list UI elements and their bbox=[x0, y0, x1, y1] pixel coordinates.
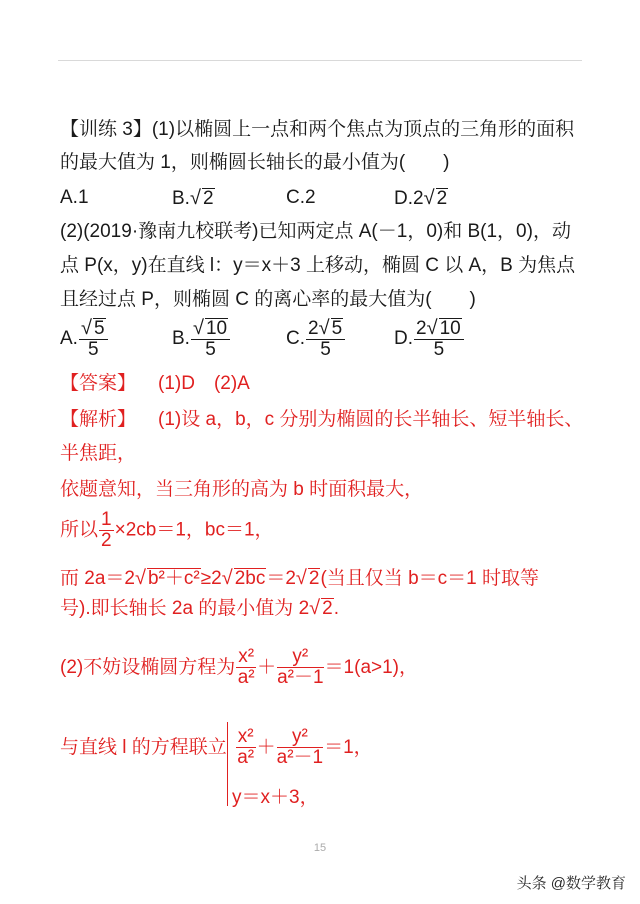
analysis-tag: 【解析】 bbox=[60, 409, 137, 430]
l8-frac-y bbox=[277, 727, 323, 768]
l7-frac-x-den: a² bbox=[237, 667, 255, 689]
q2-option-d bbox=[394, 318, 465, 360]
q2-option-a-label: A. bbox=[60, 328, 78, 350]
l5-radicand-3: 2 bbox=[308, 568, 320, 589]
q2-option-d-fraction: $\frac{2√ 10}{5}$ bbox=[414, 318, 464, 360]
q2-line-1: (2)(2019·豫南九校联考)已知两定点 A(－1，0)和 B(1，0)，动 bbox=[60, 221, 571, 242]
q2-option-d-label: D. bbox=[394, 328, 413, 350]
l8-frac-x bbox=[236, 727, 256, 768]
exercise-tag: 【训练 3】 bbox=[60, 119, 152, 140]
q2-option-c-label: C. bbox=[286, 328, 305, 350]
l8-frac-y-den: a²－1 bbox=[276, 747, 324, 769]
analysis-line-7 bbox=[60, 646, 418, 690]
q2-option-b-den: 5 bbox=[205, 339, 216, 360]
half-num: 1 bbox=[101, 509, 112, 530]
q2-option-c-den: 5 bbox=[320, 339, 331, 360]
q2-option-a bbox=[60, 318, 109, 360]
q2-option-c-coef: 2 bbox=[308, 318, 319, 339]
half-fraction bbox=[99, 510, 114, 551]
q2-option-b bbox=[172, 318, 231, 360]
l5-part-a: 而 2a＝2 bbox=[60, 568, 135, 589]
q2-line-3: 且经过点 P，则椭圆 C 的离心率的最大值为( ) bbox=[60, 289, 476, 310]
l5-part-c: ＝2 bbox=[266, 568, 296, 589]
l7-frac-x-num: x² bbox=[238, 646, 255, 668]
l5-part-d: (当且仅当 b＝c＝1 时取等 bbox=[320, 568, 539, 589]
q2-option-d-den: 5 bbox=[433, 339, 445, 360]
page-number: 15 bbox=[313, 842, 327, 854]
answer-line bbox=[60, 372, 250, 396]
l8-frac-x-num: x² bbox=[237, 726, 254, 748]
l6-part-a: 号).即长轴长 2a 的最小值为 2 bbox=[60, 598, 310, 619]
q1-option-a: A.1 bbox=[60, 187, 89, 208]
l6-radicand: 2 bbox=[322, 598, 333, 619]
q1-text-1: (1)以椭圆上一点和两个焦点为顶点的三角形的面积 bbox=[151, 119, 575, 140]
l8-post: ＝1， bbox=[324, 737, 373, 758]
answer-tag: 【答案】 bbox=[60, 373, 137, 394]
analysis-line-6: 号).即长轴长 2a 的最小值为 2√ 2. bbox=[60, 597, 339, 619]
l7-post: ＝1(a>1)， bbox=[324, 657, 418, 678]
analysis-text-1: (1)设 a，b，c 分别为椭圆的长半轴长、短半轴长、 bbox=[158, 409, 584, 430]
l7-frac-y bbox=[277, 647, 323, 688]
l7-frac-y-den: a²－1 bbox=[277, 667, 324, 689]
analysis-l4-post: ×2cb＝1，bc＝1， bbox=[114, 519, 274, 541]
l7-plus: ＋ bbox=[257, 657, 277, 678]
l8-plus: ＋ bbox=[256, 737, 276, 758]
header-rule bbox=[58, 60, 582, 61]
q2-option-a-den: 5 bbox=[87, 339, 99, 360]
q1-option-b-radicand: 2 bbox=[202, 188, 214, 209]
analysis-l4-pre: 所以 bbox=[60, 519, 99, 541]
l5-part-b: ≥2 bbox=[200, 568, 222, 589]
q1-option-d-radicand: 2 bbox=[436, 188, 448, 209]
q2-option-b-label: B. bbox=[172, 328, 190, 350]
l5-radicand-2: 2bc bbox=[234, 568, 266, 589]
watermark: 头条 @数学教育 bbox=[516, 875, 626, 892]
q2-option-d-radicand: 10 bbox=[439, 318, 461, 339]
l7-pre: (2)不妨设椭圆方程为 bbox=[60, 657, 236, 678]
analysis-line-2: 半焦距， bbox=[60, 443, 137, 464]
q2-option-a-radicand: 5 bbox=[93, 318, 105, 339]
q1-option-b: B.√ 2 bbox=[172, 187, 214, 209]
q1-line-2: 的最大值为 1，则椭圆长轴长的最小值为( ) bbox=[60, 152, 450, 173]
q1-option-d: D.2√ 2 bbox=[394, 187, 448, 209]
q1-option-c: C.2 bbox=[286, 187, 316, 208]
q2-option-c bbox=[286, 318, 346, 360]
analysis-line-9: y＝x＋3， bbox=[232, 787, 319, 808]
q2-option-d-coef: 2 bbox=[416, 318, 427, 339]
l7-frac-x bbox=[236, 647, 256, 688]
q1-option-d-label: D.2 bbox=[394, 188, 424, 209]
l7-frac-y-num: y² bbox=[277, 647, 323, 668]
q2-option-c-fraction: $\frac{2√ 5}{5}$ bbox=[306, 318, 345, 360]
answer-text: (1)D (2)A bbox=[158, 373, 250, 394]
q2-line-2: 点 P(x，y)在直线 l：y＝x＋3 上移动，椭圆 C 以 A，B 为焦点 bbox=[60, 255, 576, 276]
l6-part-b: . bbox=[333, 598, 339, 619]
l8-pre: 与直线 l 的方程联立 bbox=[60, 737, 227, 758]
l8-frac-y-num: y² bbox=[277, 727, 323, 748]
analysis-line-5: 而 2a＝2√ b²＋c²≥2√ 2bc＝2√ 2(当且仅当 b＝c＝1 时取等 bbox=[60, 567, 539, 589]
analysis-line-4 bbox=[60, 510, 274, 551]
q1-line-1 bbox=[60, 118, 574, 142]
analysis-line-3: 依题意知，当三角形的高为 b 时面积最大， bbox=[60, 479, 424, 500]
half-den: 2 bbox=[101, 530, 112, 551]
q2-option-a-fraction: $\frac{√ 5}{5}$ bbox=[79, 318, 108, 360]
l5-radicand-1: b²＋c² bbox=[147, 568, 200, 589]
q1-option-b-label: B. bbox=[172, 188, 190, 209]
analysis-line-8 bbox=[60, 726, 373, 770]
l8-frac-x-den: a² bbox=[237, 747, 255, 769]
q2-option-b-fraction: $\frac{√ 10}{5}$ bbox=[191, 318, 230, 360]
q2-option-c-radicand: 5 bbox=[331, 318, 343, 339]
analysis-line-1 bbox=[60, 408, 583, 432]
q2-option-b-radicand: 10 bbox=[205, 318, 228, 339]
